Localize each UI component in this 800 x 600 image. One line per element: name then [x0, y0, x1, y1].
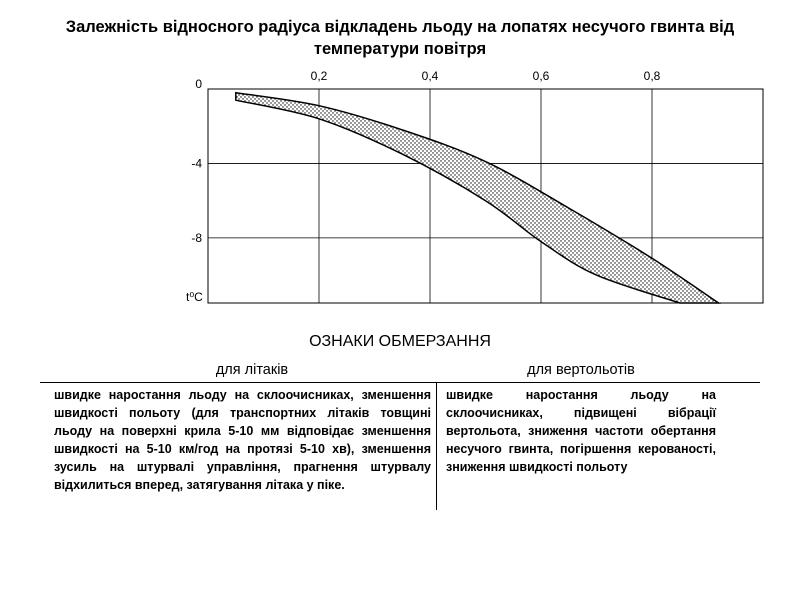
- x-tick-labels: [311, 69, 661, 83]
- column-header-helicopters: для вертольотів: [527, 362, 635, 378]
- column-header-aircraft: для літаків: [215, 362, 289, 378]
- cell-aircraft-symptoms: швидке наростання льоду на склоочисниках, зменшення швидкості польоту (для транспортних літаків товщині льоду на поверхні крила 5-10 мм відповідає зменшення швидкості на 5-10 км/год на протязі 5-10 хв), зменшення зусиль на штурвалі управління, прагнення штурвалу відхилиться вперед, затягування літака у піке.: [54, 388, 431, 492]
- y-tick-label: -8: [191, 230, 202, 245]
- y-axis-label: t⁰C: [186, 290, 203, 304]
- x-tick-label: 0,2: [310, 69, 328, 83]
- ice-radius-band: [236, 93, 719, 303]
- table-column-divider: [436, 382, 437, 510]
- section-title: ОЗНАКИ ОБМЕРЗАННЯ: [309, 333, 491, 350]
- x-tick-label: 0,6: [532, 69, 550, 83]
- chart-title: Залежність відносного радіуса відкладень льоду на лопатях несучого гвинта від температури повітря: [65, 18, 735, 58]
- y-tick-labels: [191, 77, 202, 245]
- x-tick-label: 0,4: [421, 69, 439, 83]
- cell-helicopter-symptoms: швидке наростання льоду на склоочисниках, підвищені вібрації вертольота, зниження частоти обертання несучого гвинта, погіршення керованості, зниження швидкості польоту: [446, 388, 716, 474]
- y-tick-label: 0: [195, 77, 202, 91]
- y-tick-label: -4: [191, 156, 202, 171]
- x-tick-label: 0,8: [643, 69, 661, 83]
- table-header-divider: [40, 382, 760, 383]
